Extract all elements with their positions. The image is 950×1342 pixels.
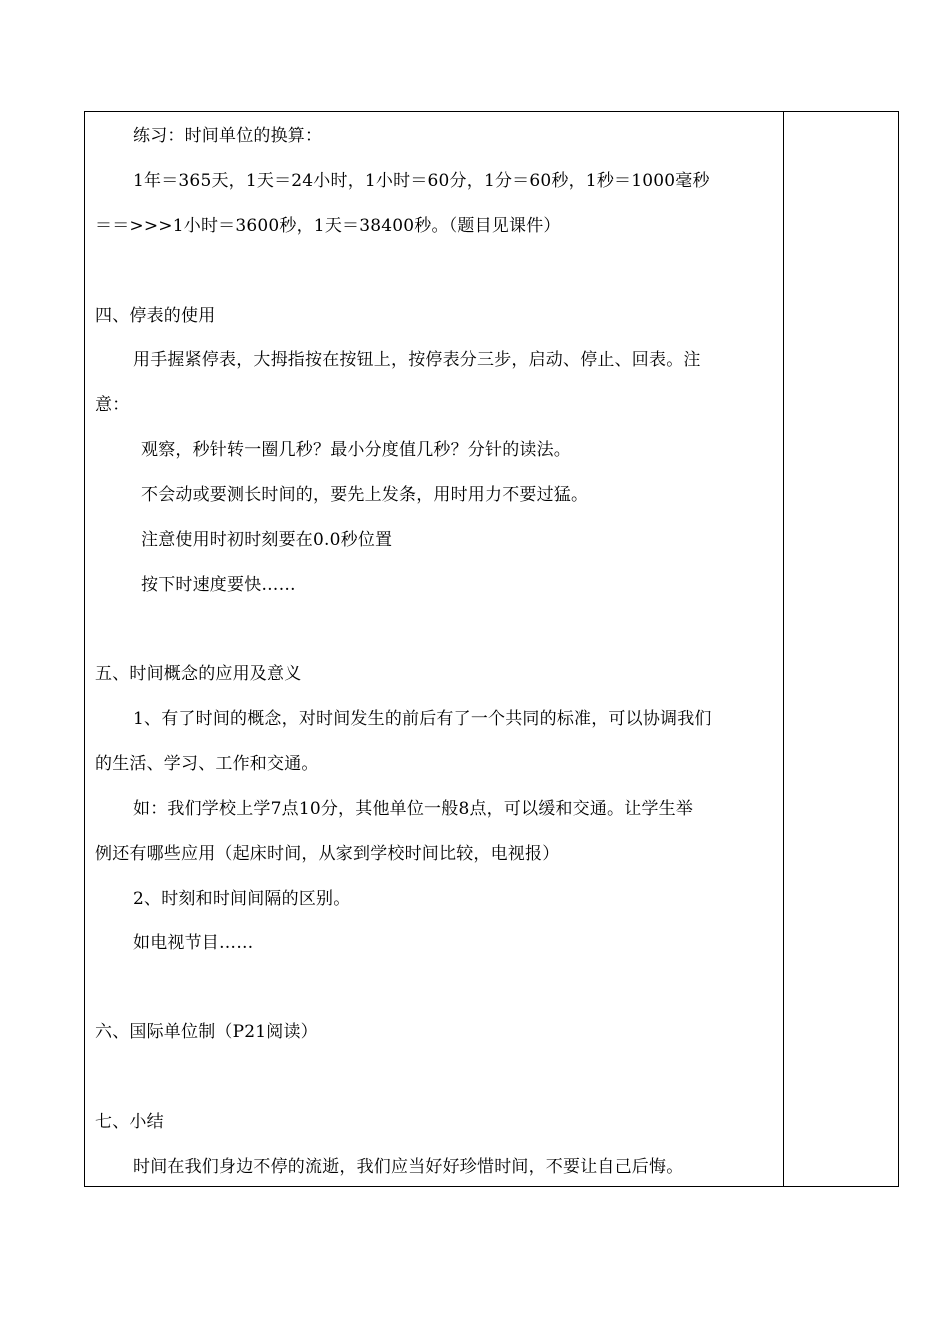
stopwatch-note-4: 按下时速度要快…… (141, 575, 296, 595)
time-concept-line-2: 的生活、学习、工作和交通。 (95, 754, 319, 774)
time-units-line-2: ＝＝>>>1小时＝3600秒，1天＝38400秒。（题目见课件） (95, 216, 561, 236)
section-4-heading: 四、停表的使用 (95, 306, 216, 326)
column-divider (783, 112, 784, 1186)
summary-text: 时间在我们身边不停的流逝，我们应当好好珍惜时间，不要让自己后悔。 (133, 1157, 684, 1177)
time-concept-line-1: 1、有了时间的概念，对时间发生的前后有了一个共同的标准，可以协调我们 (133, 709, 712, 729)
section-6-heading: 六、国际单位制（P21阅读） (95, 1022, 318, 1042)
lesson-content-cell (85, 112, 783, 1186)
stopwatch-usage-line-1: 用手握紧停表，大拇指按在按钮上，按停表分三步，启动、停止、回表。注 (133, 350, 701, 370)
stopwatch-note-2: 不会动或要测长时间的，要先上发条，用时用力不要过猛。 (141, 485, 589, 505)
example-line-2: 例还有哪些应用（起床时间，从家到学校时间比较，电视报） (95, 844, 560, 864)
section-7-heading: 七、小结 (95, 1112, 164, 1132)
stopwatch-note-3: 注意使用时初时刻要在0.0秒位置 (141, 530, 393, 550)
lesson-table (84, 111, 899, 1187)
section-5-heading: 五、时间概念的应用及意义 (95, 664, 302, 684)
time-units-line-1: 1年＝365天，1天＝24小时，1小时＝60分，1分＝60秒，1秒＝1000毫秒 (133, 171, 710, 191)
stopwatch-note-1: 观察，秒针转一圈几秒？最小分度值几秒？分针的读法。 (141, 440, 571, 460)
example-line-1: 如：我们学校上学7点10分，其他单位一般8点，可以缓和交通。让学生举 (133, 799, 694, 819)
exercise-heading: 练习：时间单位的换算： (133, 126, 323, 146)
tv-program-example: 如电视节目…… (133, 933, 254, 953)
moment-vs-interval: 2、时刻和时间间隔的区别。 (133, 889, 351, 909)
stopwatch-usage-line-2: 意： (95, 395, 130, 415)
